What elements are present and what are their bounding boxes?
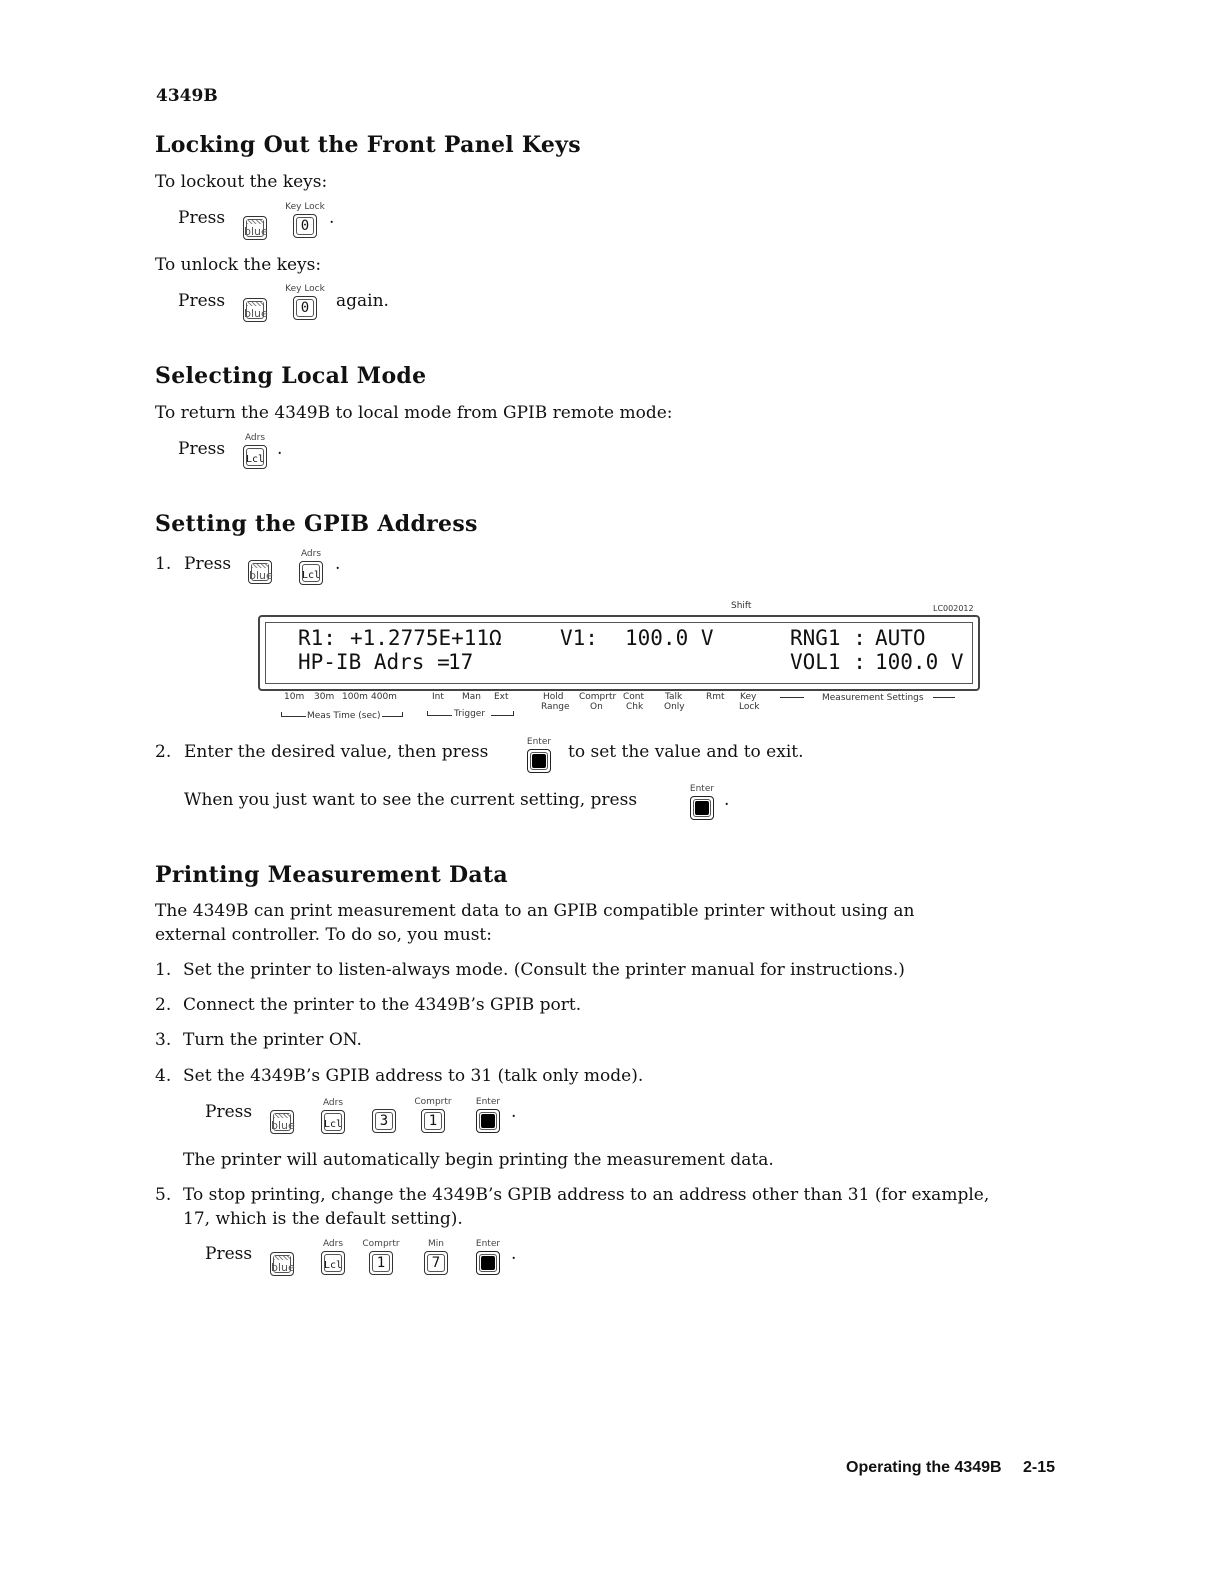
adrs-caption: Adrs (300, 549, 322, 559)
key-1[interactable] (414, 1097, 452, 1133)
print-step-text: Connect the printer to the 4349B’s GPIB port. (183, 995, 582, 1015)
press-label: Press (178, 291, 226, 311)
print-intro-line2: external controller. To do so, you must: (155, 925, 492, 945)
bracket-line (933, 697, 955, 698)
ann-ext: Ext (494, 692, 509, 702)
key-7-label: 7 (431, 1255, 441, 1271)
step-number: 4. (155, 1066, 172, 1086)
lcl-key-label: Lcl (301, 570, 321, 581)
ann-measurement-settings: Measurement Settings (822, 693, 924, 703)
step-number: 2. (155, 742, 172, 762)
step-number: 1. (155, 554, 172, 574)
blue-key[interactable] (270, 1252, 294, 1276)
lcd-ohm: Ω (489, 626, 502, 650)
page-number: 2-15 (1023, 1459, 1056, 1476)
blue-key-label: blue (244, 307, 268, 320)
press-label: Press (184, 554, 232, 574)
ann-man: Man (462, 692, 481, 702)
adrs-caption: Adrs (244, 433, 266, 443)
period: . (335, 554, 341, 574)
lcd-r1-value: +1.2775E+11 (350, 626, 490, 650)
key-3[interactable] (372, 1109, 396, 1133)
ann-lock: Lock (739, 702, 760, 712)
section-title-lockout: Locking Out the Front Panel Keys (155, 132, 581, 158)
step-number: 5. (155, 1185, 172, 1205)
lcd-vol-value: 100.0 V (875, 650, 964, 674)
ann-comprtr: Comprtr (579, 692, 617, 702)
lcd-adrs-label: HP-IB Adrs = (298, 650, 450, 674)
lcd-rng-label: RNG1 : (790, 626, 866, 650)
figure-id: LC002012 (933, 604, 974, 613)
lcl-key[interactable] (243, 433, 267, 469)
bracket-line (491, 711, 514, 716)
enter-key[interactable] (689, 784, 715, 820)
shift-label: Shift (731, 601, 752, 611)
blue-key-label: blue (271, 1119, 295, 1132)
lcl-key[interactable] (321, 1098, 345, 1134)
enter-key[interactable] (526, 737, 552, 773)
unlock-intro: To unlock the keys: (155, 255, 322, 275)
lcd-rng-value: AUTO (875, 626, 926, 650)
lcl-key-label: Lcl (245, 454, 265, 465)
blue-key-label: blue (249, 569, 273, 582)
lcd-vol-label: VOL1 : (790, 650, 866, 674)
min-caption: Min (428, 1239, 444, 1249)
lcl-key[interactable] (321, 1239, 345, 1275)
press-label: Press (178, 208, 226, 228)
comprtr-caption: Comprtr (414, 1097, 452, 1107)
blue-key-label: blue (244, 225, 268, 238)
lcd-v1-value: 100.0 V (625, 626, 714, 650)
lcl-key-label: Lcl (323, 1260, 343, 1271)
key-0[interactable] (285, 202, 325, 238)
section-title-local: Selecting Local Mode (155, 363, 427, 389)
running-header: 4349B (156, 86, 218, 106)
ann-talk: Talk (665, 692, 683, 702)
step2-note: When you just want to see the current setting, press (184, 790, 638, 810)
step-number: 3. (155, 1030, 172, 1050)
adrs-caption: Adrs (322, 1239, 344, 1249)
ann-30m: 30m (314, 692, 335, 702)
key-1-label: 1 (428, 1113, 438, 1129)
bracket-line (427, 711, 452, 716)
period: . (724, 790, 730, 810)
bracket-line (281, 712, 306, 717)
ann-only: Only (664, 702, 685, 712)
key-lock-caption: Key Lock (285, 202, 325, 212)
blue-key-label: blue (271, 1261, 295, 1274)
key-0-label: 0 (300, 300, 310, 316)
lcd-adrs-value: 17 (448, 650, 474, 674)
print-step-text: Set the 4349B’s GPIB address to 31 (talk only mode). (183, 1066, 644, 1086)
press-label: Press (205, 1102, 253, 1122)
blue-key[interactable] (243, 298, 267, 322)
ann-range: Range (541, 702, 570, 712)
lcd-v1-label: V1: (560, 626, 598, 650)
key-1-label: 1 (376, 1255, 386, 1271)
step2-text-end: to set the value and to exit. (568, 742, 804, 762)
lcl-key-label: Lcl (323, 1119, 343, 1130)
key-3-label: 3 (379, 1113, 389, 1129)
ann-int: Int (432, 692, 444, 702)
step-number: 2. (155, 995, 172, 1015)
again-text: again. (336, 291, 389, 311)
bracket-line (780, 697, 804, 698)
period: . (329, 208, 335, 228)
period: . (511, 1244, 517, 1264)
key-lock-caption: Key Lock (285, 284, 325, 294)
blue-key[interactable] (270, 1110, 294, 1134)
ann-trigger: Trigger (454, 709, 486, 719)
ann-on: On (590, 702, 603, 712)
lcl-key[interactable] (299, 549, 323, 585)
ann-chk: Chk (626, 702, 644, 712)
ann-meas-time: Meas Time (sec) (307, 711, 381, 721)
ann-10m: 10m (284, 692, 305, 702)
print-step-text: Turn the printer ON. (183, 1030, 362, 1050)
ann-key: Key (740, 692, 757, 702)
step5-line2: 17, which is the default setting). (183, 1209, 463, 1229)
period: . (277, 439, 283, 459)
blue-key[interactable] (248, 560, 272, 584)
ann-rmt: Rmt (706, 692, 725, 702)
key-7[interactable] (424, 1239, 448, 1275)
lcd-r1-label: R1: (298, 626, 336, 650)
section-title-printing: Printing Measurement Data (155, 862, 508, 888)
enter-caption: Enter (689, 784, 715, 794)
key-1[interactable] (362, 1239, 400, 1275)
press-label: Press (205, 1244, 253, 1264)
key-0[interactable] (285, 284, 325, 320)
adrs-caption: Adrs (322, 1098, 344, 1108)
enter-caption: Enter (526, 737, 552, 747)
enter-key[interactable] (475, 1097, 501, 1133)
ann-400m: 400m (371, 692, 397, 702)
print-intro-line1: The 4349B can print measurement data to an GPIB compatible printer without using an (155, 901, 915, 921)
step-number: 1. (155, 960, 172, 980)
enter-caption: Enter (475, 1097, 501, 1107)
press-label: Press (178, 439, 226, 459)
step5-line1: To stop printing, change the 4349B’s GPIB address to an address other than 31 (for example, (183, 1185, 990, 1205)
period: . (511, 1102, 517, 1122)
key-0-label: 0 (300, 218, 310, 234)
enter-caption: Enter (475, 1239, 501, 1249)
local-intro: To return the 4349B to local mode from GPIB remote mode: (155, 403, 673, 423)
ann-cont: Cont (623, 692, 645, 702)
footer-title: Operating the 4349B (846, 1459, 1002, 1476)
comprtr-caption: Comprtr (362, 1239, 400, 1249)
ann-100m: 100m (342, 692, 368, 702)
enter-key[interactable] (475, 1239, 501, 1275)
auto-print-note: The printer will automatically begin printing the measurement data. (183, 1150, 774, 1170)
lockout-intro: To lockout the keys: (155, 172, 328, 192)
section-title-gpib: Setting the GPIB Address (155, 511, 478, 537)
print-step-text: Set the printer to listen-always mode. (Consult the printer manual for instructions.) (183, 960, 905, 980)
bracket-line (382, 712, 403, 717)
ann-hold: Hold (543, 692, 564, 702)
blue-key[interactable] (243, 216, 267, 240)
step2-text: Enter the desired value, then press (184, 742, 489, 762)
